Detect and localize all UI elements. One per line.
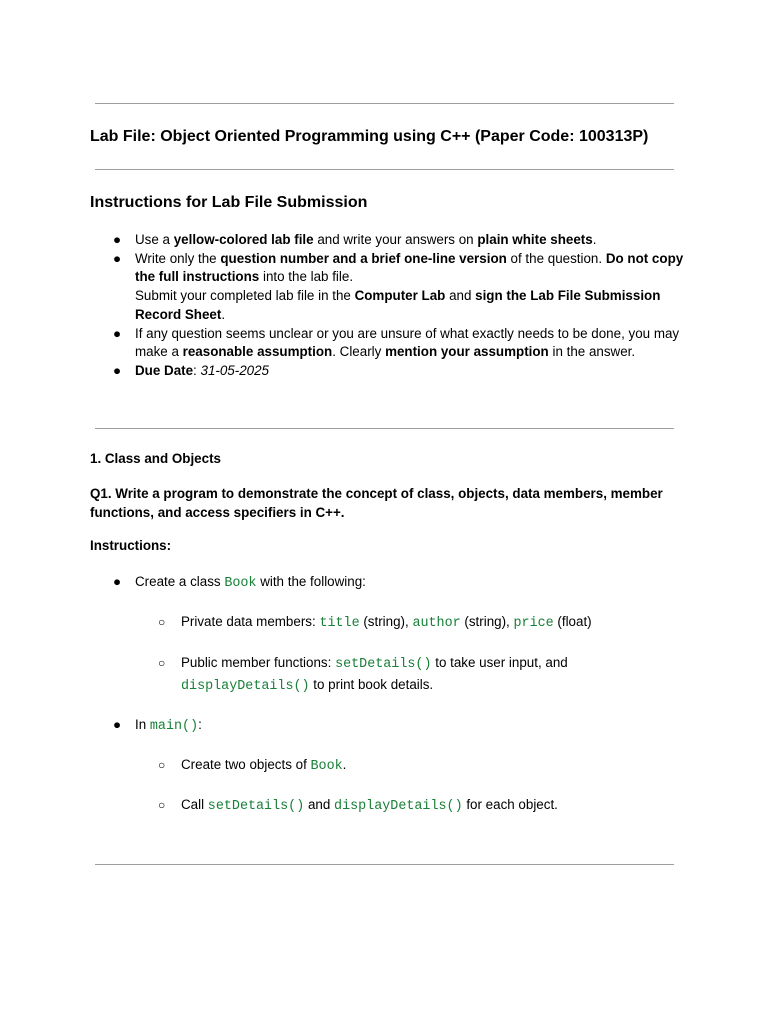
code-price: price [513, 616, 554, 631]
submission-instructions-list [90, 231, 690, 381]
bullet-icon: ● [113, 250, 122, 266]
task-item-public-functions: Public member functions: setDetails() to take user input, and [181, 655, 568, 672]
instructions-label: Instructions: [90, 538, 172, 553]
code-author: author [412, 616, 461, 631]
code-title: title [319, 616, 360, 631]
task-item-private-members: Private data members: title (string), author (string), price (float) [181, 614, 592, 631]
bullet-icon: ● [113, 362, 122, 378]
code-main: main() [149, 719, 199, 734]
task-item-public-functions-cont: displayDetails() to print book details. [181, 677, 434, 694]
bullet-icon: ● [113, 232, 122, 247]
horizontal-rule [95, 864, 674, 865]
code-setdetails: setDetails() [335, 657, 432, 672]
due-date-value: 31-05-2025 [200, 362, 269, 378]
question-text: Q1. Write a program to demonstrate the concept of class, objects, data members, member functions, and access specifiers in C++. [90, 486, 663, 520]
list-item: ● Write only the question number and a brief one-line version of the question. Do not copy the full instructions into the lab file. Submit your completed lab file in the Computer Lab and sign the Lab File Submission Record Sheet. [113, 250, 684, 322]
bullet-icon: ● [113, 574, 122, 589]
instructions-heading: Instructions for Lab File Submission [90, 194, 368, 211]
code-book: Book [310, 759, 343, 774]
bullet-icon: ● [113, 717, 122, 732]
horizontal-rule [95, 169, 674, 170]
horizontal-rule [95, 103, 674, 104]
list-item: ● Use a yellow-colored lab file and write your answers on plain white sheets. [90, 231, 690, 250]
code-setdetails: setDetails() [207, 799, 305, 814]
sub-bullet-icon: ○ [158, 758, 166, 772]
document-title: Lab File: Object Oriented Programming using C++ (Paper Code: 100313P) [90, 128, 649, 145]
code-displaydetails: displayDetails() [334, 799, 463, 814]
task-item-create-class: Create a class Book with the following: [135, 574, 366, 591]
task-item-call-functions: Call setDetails() and displayDetails() for each object. [181, 797, 558, 814]
list-item: ● Due Date: 31-05-2025 [90, 362, 690, 381]
bullet-icon: ● [113, 325, 122, 341]
task-item-create-objects: Create two objects of Book. [181, 757, 347, 774]
code-displaydetails: displayDetails() [181, 679, 310, 694]
task-item-in-main: In main(): [135, 717, 202, 734]
sub-bullet-icon: ○ [158, 615, 166, 629]
topic-heading: 1. Class and Objects [90, 451, 221, 466]
sub-bullet-icon: ○ [158, 656, 166, 670]
horizontal-rule [95, 428, 674, 429]
code-book: Book [224, 576, 257, 591]
list-item: ● If any question seems unclear or you are unsure of what exactly needs to be done, you may make a reasonable assumption. Clearly mention your assumption in the answer. [113, 325, 680, 360]
sub-bullet-icon: ○ [158, 798, 166, 812]
due-date-label: Due Date [135, 362, 194, 378]
